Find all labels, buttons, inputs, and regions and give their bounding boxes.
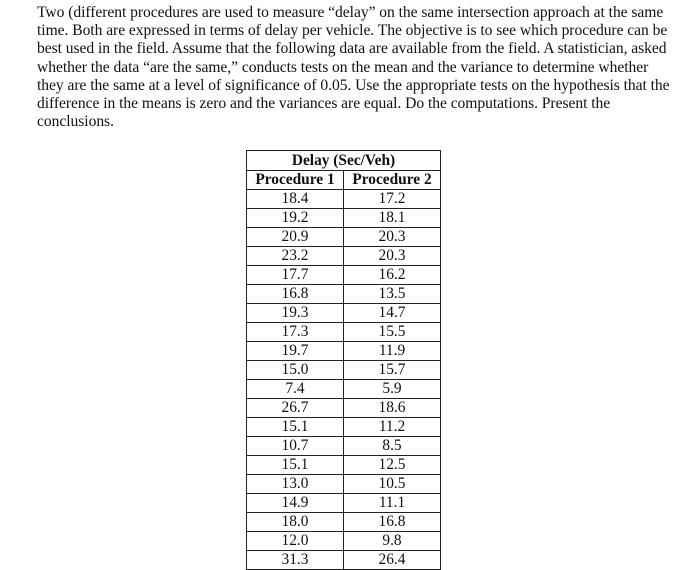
procedure-2-cell: 8.5 bbox=[344, 437, 441, 456]
procedure-1-cell: 20.9 bbox=[247, 228, 344, 247]
procedure-1-cell: 26.7 bbox=[247, 399, 344, 418]
procedure-1-cell: 19.7 bbox=[247, 342, 344, 361]
column-header-procedure-2: Procedure 2 bbox=[344, 171, 441, 190]
table-row bbox=[247, 513, 441, 532]
procedure-1-cell: 10.7 bbox=[247, 437, 344, 456]
procedure-1-cell: 15.0 bbox=[247, 361, 344, 380]
procedure-2-cell: 20.3 bbox=[344, 247, 441, 266]
table-row bbox=[247, 437, 441, 456]
procedure-2-cell: 15.5 bbox=[344, 323, 441, 342]
procedure-1-cell: 18.4 bbox=[247, 190, 344, 209]
procedure-1-cell: 19.2 bbox=[247, 209, 344, 228]
procedure-1-cell: 15.1 bbox=[247, 418, 344, 437]
table-row bbox=[247, 247, 441, 266]
procedure-2-cell: 18.1 bbox=[344, 209, 441, 228]
table-body bbox=[247, 190, 441, 570]
table-group-header: Delay (Sec/Veh) bbox=[247, 151, 441, 171]
procedure-1-cell: 15.1 bbox=[247, 456, 344, 475]
procedure-1-cell: 19.3 bbox=[247, 304, 344, 323]
procedure-1-cell: 17.7 bbox=[247, 266, 344, 285]
procedure-2-cell: 16.8 bbox=[344, 513, 441, 532]
procedure-1-cell: 16.8 bbox=[247, 285, 344, 304]
procedure-2-cell: 18.6 bbox=[344, 399, 441, 418]
procedure-2-cell: 16.2 bbox=[344, 266, 441, 285]
procedure-1-cell: 14.9 bbox=[247, 494, 344, 513]
procedure-2-cell: 20.3 bbox=[344, 228, 441, 247]
procedure-2-cell: 26.4 bbox=[344, 551, 441, 570]
table-row bbox=[247, 418, 441, 437]
procedure-1-cell: 7.4 bbox=[247, 380, 344, 399]
procedure-1-cell: 17.3 bbox=[247, 323, 344, 342]
procedure-2-cell: 11.2 bbox=[344, 418, 441, 437]
procedure-2-cell: 9.8 bbox=[344, 532, 441, 551]
delay-table-container bbox=[246, 150, 441, 570]
procedure-1-cell: 23.2 bbox=[247, 247, 344, 266]
table-row bbox=[247, 551, 441, 570]
procedure-2-cell: 10.5 bbox=[344, 475, 441, 494]
table-row bbox=[247, 494, 441, 513]
table-row bbox=[247, 304, 441, 323]
table-row bbox=[247, 190, 441, 209]
procedure-1-cell: 31.3 bbox=[247, 551, 344, 570]
table-row bbox=[247, 380, 441, 399]
table-row bbox=[247, 361, 441, 380]
procedure-2-cell: 13.5 bbox=[344, 285, 441, 304]
procedure-2-cell: 15.7 bbox=[344, 361, 441, 380]
procedure-1-cell: 18.0 bbox=[247, 513, 344, 532]
procedure-2-cell: 14.7 bbox=[344, 304, 441, 323]
procedure-1-cell: 13.0 bbox=[247, 475, 344, 494]
table-row bbox=[247, 342, 441, 361]
procedure-2-cell: 5.9 bbox=[344, 380, 441, 399]
table-row bbox=[247, 285, 441, 304]
problem-statement: Two (different procedures are used to measure “delay” on the same intersection approach at the same time. Both are expressed in terms of delay per vehicle. The objective is to see which procedure can be best used in the field. Assume that the following data are available from the field. A statistician, asked whether the data “are the same,” conducts tests on the mean and the variance to determine whether they are the same at a level of significance of 0.05. Use the appropriate tests on the hypothesis that the difference in the means is zero and the variances are equal. Do the computations. Present the conclusions. bbox=[37, 4, 670, 131]
delay-table bbox=[246, 150, 441, 570]
table-row bbox=[247, 209, 441, 228]
column-header-procedure-1: Procedure 1 bbox=[247, 171, 344, 190]
table-row bbox=[247, 532, 441, 551]
table-row bbox=[247, 323, 441, 342]
procedure-2-cell: 11.1 bbox=[344, 494, 441, 513]
procedure-2-cell: 11.9 bbox=[344, 342, 441, 361]
procedure-2-cell: 12.5 bbox=[344, 456, 441, 475]
table-row bbox=[247, 266, 441, 285]
table-row bbox=[247, 399, 441, 418]
procedure-2-cell: 17.2 bbox=[344, 190, 441, 209]
table-row bbox=[247, 228, 441, 247]
procedure-1-cell: 12.0 bbox=[247, 532, 344, 551]
table-row bbox=[247, 456, 441, 475]
table-row bbox=[247, 475, 441, 494]
